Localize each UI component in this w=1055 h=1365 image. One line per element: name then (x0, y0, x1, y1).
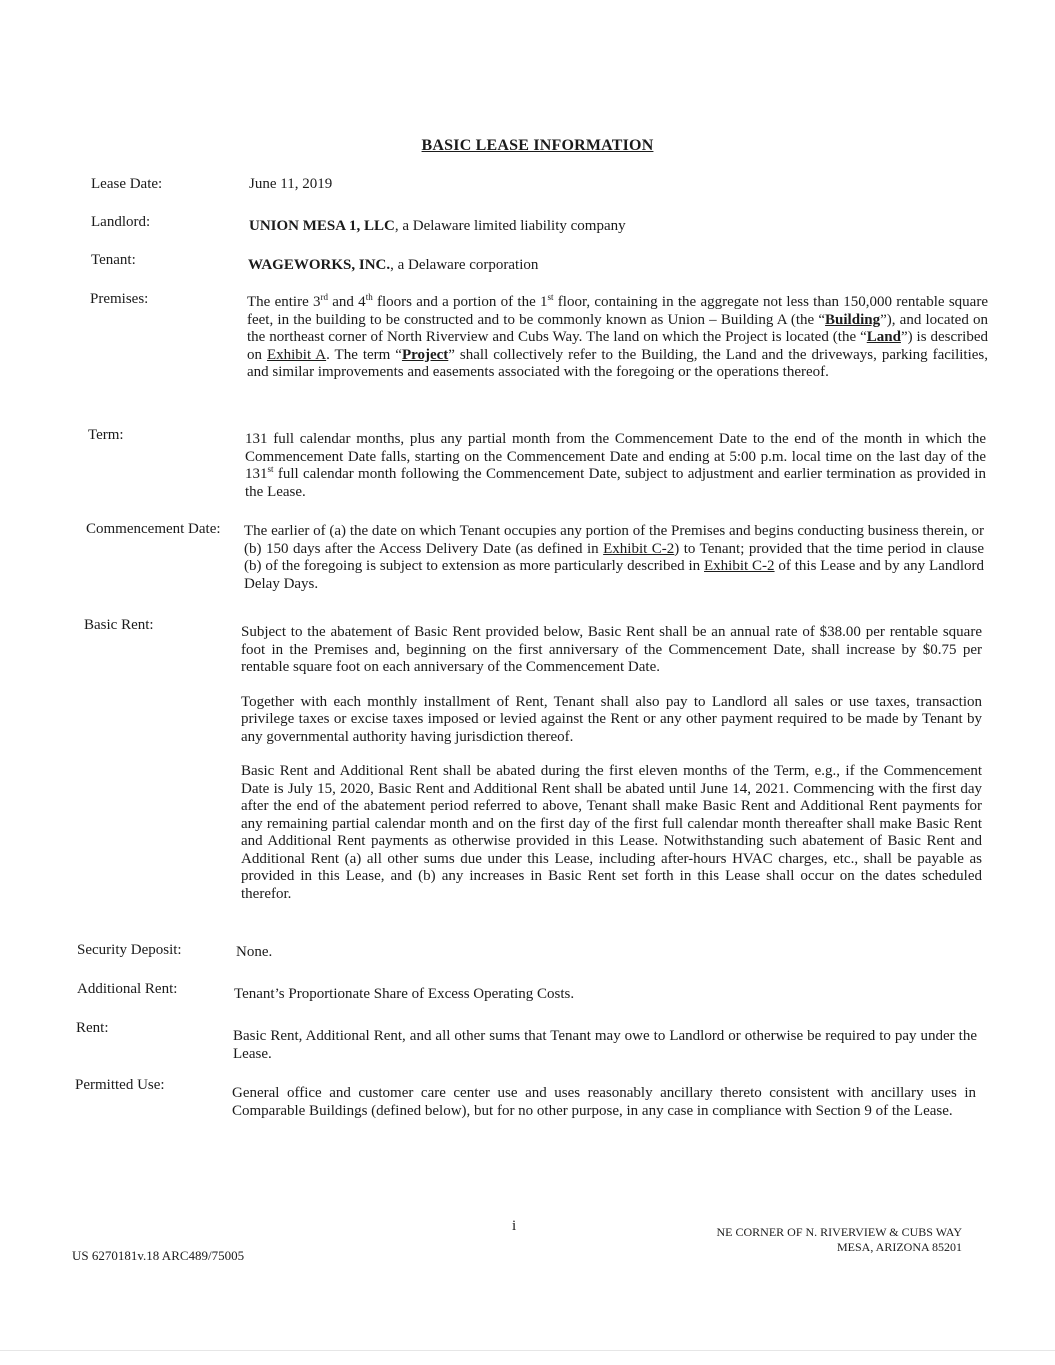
basic-rent-value (241, 624, 982, 903)
page-title: BASIC LEASE INFORMATION (421, 137, 654, 154)
commencement-text-1: The earlier of (a) the date on which Tenant occupies any portion of the Premises and begins conducting business therein, or (b) 150 days after the Access Delivery Date (as defined in (244, 523, 984, 557)
term-sup: st (267, 464, 274, 474)
premises-label: Premises: (90, 291, 149, 307)
premises-text-3: floors and a portion of the 1 (372, 294, 548, 310)
exhibit-c2-reference-2: Exhibit C-2 (704, 558, 775, 574)
basic-rent-paragraph-2: Together with each monthly installment of Rent, Tenant shall also pay to Landlord all sales or use taxes, transaction privilege taxes or excise taxes imposed or levied against the Rent or any other payment required to be made by Tenant by any governmental authority having jurisdiction thereof. (241, 693, 982, 745)
term-text-2: full calendar month following the Commencement Date, subject to adjustment and earlier termination as provided in the Lease. (245, 466, 986, 500)
premises-sup-3: st (547, 292, 554, 302)
security-deposit-value: None. (236, 944, 273, 960)
commencement-value (244, 523, 984, 593)
address-line-2: MESA, ARIZONA 85201 (836, 1240, 962, 1254)
page-number: i (512, 1218, 517, 1234)
commencement-text-3: of this Lease and by any Landlord Delay Days. (244, 558, 984, 592)
premises-text-5: ”), and located on the northeast corner of North Riverview and Cubs Way. The land on which the Project is located (the “ (247, 311, 988, 345)
premises-text-7: . The term “ (326, 346, 402, 363)
term-value (245, 431, 986, 501)
rent-label: Rent: (76, 1020, 109, 1036)
landlord-desc: , a Delaware limited liability company (394, 218, 626, 234)
premises-sup-1: rd (320, 292, 328, 302)
premises-value (247, 294, 988, 382)
premises-text-4: floor, containing in the aggregate not less than 150,000 rentable square feet, in the building to be constructed and to be commonly known as Union – Building A (the “ (247, 294, 988, 328)
page-edge-divider (0, 1350, 1055, 1351)
landlord-value (249, 218, 949, 236)
tenant-desc: , a Delaware corporation (390, 257, 539, 273)
property-address (716, 1225, 962, 1255)
landlord-label: Landlord: (91, 214, 151, 230)
commencement-label: Commencement Date: (86, 521, 221, 537)
lease-date-label: Lease Date: (91, 176, 163, 192)
premises-text-1: The entire 3 (247, 294, 321, 310)
defined-term-land: Land (866, 329, 901, 345)
premises-sup-2: th (365, 292, 373, 302)
additional-rent-label: Additional Rent: (77, 981, 178, 997)
premises-text-2: and 4 (328, 294, 366, 310)
commencement-text-2: ) to Tenant; provided that the time period in clause (b) of the foregoing is subject to extension as more particularly described in (244, 540, 985, 574)
defined-term-building: Building (825, 311, 881, 328)
basic-rent-paragraph-3: Basic Rent and Additional Rent shall be abated during the first eleven months of the Term, e.g., if the Commencement Date is July 15, 2020, Basic Rent and Additional Rent shall be abated until June 14, 2021. Commencing with the first day after the end of the abatement period referred to above, Tenant shall make Basic Rent and Additional Rent payments for any remaining partial calendar month and on the first day of the first full calendar month thereafter shall make Basic Rent and Additional Rent payments as otherwise provided in this Lease. Notwithstanding such abatement of Basic Rent and Additional Rent (a) all other sums due under this Lease, including after-hours HVAC charges, etc., shall be payable as provided in this Lease, and (b) any increases in Basic Rent set forth in this Lease shall occur on the dates scheduled therefor. (241, 763, 982, 902)
landlord-name: UNION MESA 1, LLC (249, 218, 395, 234)
document-id: US 6270181v.18 ARC489/75005 (72, 1248, 245, 1263)
basic-rent-paragraph-1: Subject to the abatement of Basic Rent provided below, Basic Rent shall be an annual rate of $38.00 per rentable square foot in the Premises and, beginning on the first anniversary of the Commencement Date, shall increase by $0.75 per rentable square foot on each anniversary of the Commencement Date. (241, 624, 982, 675)
tenant-label: Tenant: (91, 252, 136, 268)
exhibit-c2-reference-1: Exhibit C-2 (603, 540, 675, 557)
tenant-name: WAGEWORKS, INC. (248, 257, 391, 273)
premises-text-6: ”) is described on (247, 329, 988, 363)
additional-rent-value: Tenant’s Proportionate Share of Excess Operating Costs. (234, 986, 575, 1002)
lease-date-value: June 11, 2019 (249, 176, 333, 192)
basic-rent-label: Basic Rent: (84, 617, 154, 633)
premises-text-8: ” shall collectively refer to the Building, the Land and the driveways, parking facilities, and similar improvements and easements associated with the foregoing or the operations thereof. (247, 346, 989, 380)
term-label: Term: (88, 427, 124, 443)
permitted-use-label: Permitted Use: (75, 1077, 165, 1093)
term-text-1: 131 full calendar months, plus any partial month from the Commencement Date to the end of the month in which the Commencement Date falls, starting on the Commencement Date and ending at 5:00 p.m. local time on the last day of the 131 (245, 431, 986, 482)
address-line-1: NE CORNER OF N. RIVERVIEW & CUBS WAY (716, 1225, 962, 1239)
rent-value: Basic Rent, Additional Rent, and all other sums that Tenant may owe to Landlord or otherwise be required to pay under the Lease. (233, 1028, 977, 1062)
exhibit-a-reference: Exhibit A (266, 346, 327, 363)
permitted-use-value: General office and customer care center use and uses reasonably ancillary thereto consistent with ancillary uses in Comparable Buildings (defined below), but for no other purpose, in any case in compliance with Section 9 of the Lease. (232, 1085, 976, 1119)
tenant-value (248, 257, 948, 275)
defined-term-project: Project (401, 346, 449, 363)
security-deposit-label: Security Deposit: (77, 942, 182, 958)
